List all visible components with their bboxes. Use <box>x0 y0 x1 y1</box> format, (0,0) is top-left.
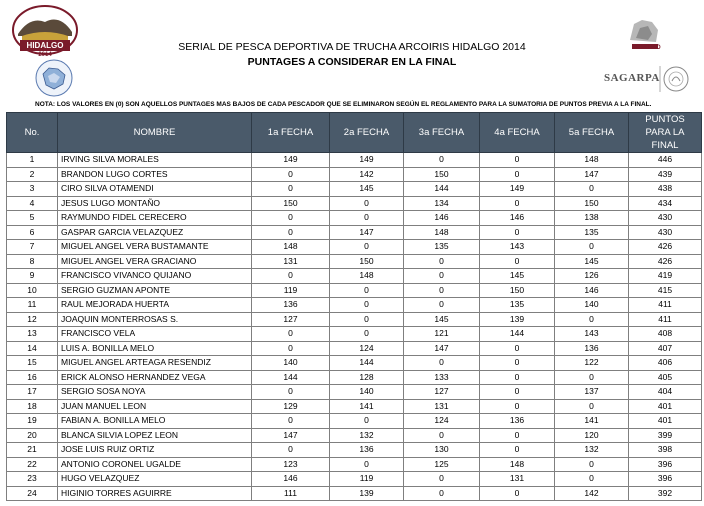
cell-fecha-2: 132 <box>330 428 404 443</box>
column-header-puntos-final: PUNTOS PARA LA FINAL <box>629 113 702 153</box>
cell-fecha-1: 111 <box>252 486 330 501</box>
column-header-fecha-5: 5a FECHA <box>555 113 629 153</box>
cell-fecha-2: 0 <box>330 312 404 327</box>
cell-fecha-5: 0 <box>555 399 629 414</box>
cell-fecha-5: 142 <box>555 486 629 501</box>
cell-fecha-2: 0 <box>330 327 404 342</box>
cell-fecha-5: 0 <box>555 240 629 255</box>
cell-puntos-final: 406 <box>629 356 702 371</box>
cell-fecha-1: 131 <box>252 254 330 269</box>
cell-fecha-4: 0 <box>480 356 555 371</box>
cell-puntos-final: 407 <box>629 341 702 356</box>
cell-name: JOAQUIN MONTERROSAS S. <box>58 312 252 327</box>
cell-fecha-3: 0 <box>404 153 480 168</box>
cell-fecha-2: 149 <box>330 153 404 168</box>
table-row <box>7 472 702 487</box>
cell-fecha-4: 0 <box>480 341 555 356</box>
cell-puntos-final: 411 <box>629 312 702 327</box>
cell-no: 13 <box>7 327 58 342</box>
cell-fecha-1: 0 <box>252 182 330 197</box>
cell-fecha-3: 0 <box>404 472 480 487</box>
cell-fecha-4: 0 <box>480 385 555 400</box>
cell-fecha-1: 0 <box>252 385 330 400</box>
table-row <box>7 399 702 414</box>
cell-fecha-5: 136 <box>555 341 629 356</box>
cell-puntos-final: 399 <box>629 428 702 443</box>
cell-fecha-5: 148 <box>555 153 629 168</box>
cell-no: 8 <box>7 254 58 269</box>
cell-fecha-4: 0 <box>480 370 555 385</box>
cell-puntos-final: 396 <box>629 457 702 472</box>
cell-fecha-3: 121 <box>404 327 480 342</box>
cell-puntos-final: 408 <box>629 327 702 342</box>
cell-name: MIGUEL ANGEL ARTEAGA RESENDIZ <box>58 356 252 371</box>
page-subtitle: PUNTAGES A CONSIDERAR EN LA FINAL <box>247 56 457 68</box>
cell-name: FRANCISCO VIVANCO QUIJANO <box>58 269 252 284</box>
cell-no: 2 <box>7 167 58 182</box>
cell-fecha-4: 0 <box>480 486 555 501</box>
cell-fecha-5: 122 <box>555 356 629 371</box>
cell-name: MIGUEL ANGEL VERA BUSTAMANTE <box>58 240 252 255</box>
logo-left-label: HIDALGO <box>26 41 64 50</box>
cell-fecha-3: 0 <box>404 298 480 313</box>
cell-fecha-1: 119 <box>252 283 330 298</box>
cell-fecha-1: 148 <box>252 240 330 255</box>
cell-fecha-3: 0 <box>404 428 480 443</box>
cell-no: 10 <box>7 283 58 298</box>
table-row <box>7 283 702 298</box>
cell-fecha-3: 0 <box>404 356 480 371</box>
cell-fecha-5: 143 <box>555 327 629 342</box>
cell-fecha-1: 0 <box>252 327 330 342</box>
table-row <box>7 356 702 371</box>
cell-puntos-final: 426 <box>629 254 702 269</box>
cell-name: BLANCA SILVIA LOPEZ LEON <box>58 428 252 443</box>
cell-fecha-2: 150 <box>330 254 404 269</box>
cell-fecha-4: 0 <box>480 225 555 240</box>
cell-fecha-3: 133 <box>404 370 480 385</box>
cell-fecha-1: 127 <box>252 312 330 327</box>
cell-no: 23 <box>7 472 58 487</box>
cell-name: SERGIO SOSA NOYA <box>58 385 252 400</box>
cell-name: HIGINIO TORRES AGUIRRE <box>58 486 252 501</box>
cell-fecha-3: 148 <box>404 225 480 240</box>
cell-fecha-2: 142 <box>330 167 404 182</box>
table-row <box>7 385 702 400</box>
cell-fecha-5: 120 <box>555 428 629 443</box>
cell-puntos-final: 426 <box>629 240 702 255</box>
cell-fecha-3: 0 <box>404 283 480 298</box>
table-row <box>7 457 702 472</box>
cell-fecha-5: 0 <box>555 457 629 472</box>
cell-fecha-1: 140 <box>252 356 330 371</box>
cell-fecha-5: 146 <box>555 283 629 298</box>
cell-name: JOSE LUIS RUIZ ORTIZ <box>58 443 252 458</box>
cell-no: 20 <box>7 428 58 443</box>
table-row <box>7 298 702 313</box>
cell-fecha-5: 0 <box>555 312 629 327</box>
cell-fecha-1: 144 <box>252 370 330 385</box>
cell-fecha-5: 0 <box>555 182 629 197</box>
table-row <box>7 254 702 269</box>
cell-fecha-3: 130 <box>404 443 480 458</box>
table-row <box>7 153 702 168</box>
cell-fecha-1: 147 <box>252 428 330 443</box>
cell-no: 17 <box>7 385 58 400</box>
cell-fecha-1: 149 <box>252 153 330 168</box>
cell-fecha-2: 0 <box>330 240 404 255</box>
cell-name: MIGUEL ANGEL VERA GRACIANO <box>58 254 252 269</box>
cell-fecha-5: 0 <box>555 472 629 487</box>
results-table <box>6 112 702 501</box>
table-row <box>7 443 702 458</box>
table-row <box>7 167 702 182</box>
cell-fecha-2: 139 <box>330 486 404 501</box>
cell-fecha-2: 0 <box>330 283 404 298</box>
cell-puntos-final: 430 <box>629 225 702 240</box>
cell-fecha-4: 131 <box>480 472 555 487</box>
cell-no: 6 <box>7 225 58 240</box>
cell-name: BRANDON LUGO CORTES <box>58 167 252 182</box>
cell-puntos-final: 415 <box>629 283 702 298</box>
cell-fecha-1: 0 <box>252 269 330 284</box>
cell-fecha-2: 0 <box>330 298 404 313</box>
cell-name: SERGIO GUZMAN APONTE <box>58 283 252 298</box>
column-header-fecha-3: 3a FECHA <box>404 113 480 153</box>
sagarpa-label: SAGARPA <box>604 72 660 84</box>
table-row <box>7 225 702 240</box>
cell-fecha-3: 135 <box>404 240 480 255</box>
table-row <box>7 486 702 501</box>
cell-fecha-2: 147 <box>330 225 404 240</box>
table-row <box>7 211 702 226</box>
cell-no: 1 <box>7 153 58 168</box>
cell-puntos-final: 411 <box>629 298 702 313</box>
cell-name: RAUL MEJORADA HUERTA <box>58 298 252 313</box>
cell-fecha-4: 148 <box>480 457 555 472</box>
cell-fecha-4: 146 <box>480 211 555 226</box>
cell-fecha-3: 124 <box>404 414 480 429</box>
cell-name: RAYMUNDO FIDEL CERECERO <box>58 211 252 226</box>
cell-no: 15 <box>7 356 58 371</box>
cell-no: 9 <box>7 269 58 284</box>
cell-fecha-3: 127 <box>404 385 480 400</box>
cell-name: HUGO VELAZQUEZ <box>58 472 252 487</box>
cell-no: 16 <box>7 370 58 385</box>
cell-fecha-5: 138 <box>555 211 629 226</box>
cell-name: CIRO SILVA OTAMENDI <box>58 182 252 197</box>
table-row <box>7 240 702 255</box>
table-body <box>7 153 702 501</box>
cell-no: 18 <box>7 399 58 414</box>
cell-puntos-final: 419 <box>629 269 702 284</box>
cell-name: JESUS LUGO MONTAÑO <box>58 196 252 211</box>
cell-fecha-2: 128 <box>330 370 404 385</box>
cell-fecha-3: 131 <box>404 399 480 414</box>
cell-fecha-5: 132 <box>555 443 629 458</box>
cell-fecha-3: 125 <box>404 457 480 472</box>
cell-fecha-1: 146 <box>252 472 330 487</box>
cell-fecha-4: 136 <box>480 414 555 429</box>
cell-fecha-4: 149 <box>480 182 555 197</box>
cell-fecha-4: 0 <box>480 196 555 211</box>
table-header-row <box>7 113 702 153</box>
cell-fecha-2: 0 <box>330 196 404 211</box>
cell-fecha-5: 140 <box>555 298 629 313</box>
cell-puntos-final: 446 <box>629 153 702 168</box>
cell-fecha-4: 143 <box>480 240 555 255</box>
cell-puntos-final: 430 <box>629 211 702 226</box>
cell-no: 24 <box>7 486 58 501</box>
cell-fecha-2: 136 <box>330 443 404 458</box>
cell-fecha-1: 0 <box>252 341 330 356</box>
cell-fecha-1: 0 <box>252 225 330 240</box>
cell-fecha-3: 0 <box>404 486 480 501</box>
cell-name: ANTONIO CORONEL UGALDE <box>58 457 252 472</box>
column-header-fecha-4: 4a FECHA <box>480 113 555 153</box>
logo-left-year: 2014 <box>38 52 52 58</box>
cell-fecha-4: 0 <box>480 167 555 182</box>
cell-puntos-final: 434 <box>629 196 702 211</box>
cell-puntos-final: 404 <box>629 385 702 400</box>
cell-no: 22 <box>7 457 58 472</box>
cell-no: 7 <box>7 240 58 255</box>
cell-fecha-2: 0 <box>330 211 404 226</box>
cell-puntos-final: 438 <box>629 182 702 197</box>
cell-fecha-1: 136 <box>252 298 330 313</box>
column-header-name: NOMBRE <box>58 113 252 153</box>
cell-no: 19 <box>7 414 58 429</box>
note-text: NOTA: LOS VALORES EN (0) SON AQUELLOS PUNTAGES MAS BAJOS DE CADA PESCADOR QUE SE ELIMINARON SEGÚN EL REGLAMENTO PARA LA SUMATORIA DE PUNTOS PREVIA A LA FINAL. <box>35 101 652 108</box>
cell-no: 11 <box>7 298 58 313</box>
cell-fecha-1: 129 <box>252 399 330 414</box>
cell-fecha-1: 123 <box>252 457 330 472</box>
cell-fecha-5: 126 <box>555 269 629 284</box>
cell-name: IRVING SILVA MORALES <box>58 153 252 168</box>
cell-fecha-3: 144 <box>404 182 480 197</box>
cell-puntos-final: 398 <box>629 443 702 458</box>
table-row <box>7 341 702 356</box>
cell-no: 4 <box>7 196 58 211</box>
cell-fecha-2: 145 <box>330 182 404 197</box>
cell-fecha-3: 0 <box>404 254 480 269</box>
cell-no: 14 <box>7 341 58 356</box>
cell-fecha-1: 0 <box>252 167 330 182</box>
cell-name: JUAN MANUEL LEON <box>58 399 252 414</box>
cell-fecha-4: 150 <box>480 283 555 298</box>
cell-fecha-1: 0 <box>252 414 330 429</box>
cell-fecha-4: 0 <box>480 399 555 414</box>
cell-fecha-5: 150 <box>555 196 629 211</box>
table-row <box>7 370 702 385</box>
column-header-fecha-2: 2a FECHA <box>330 113 404 153</box>
cell-fecha-2: 140 <box>330 385 404 400</box>
cell-fecha-3: 147 <box>404 341 480 356</box>
table-row <box>7 182 702 197</box>
table-row <box>7 269 702 284</box>
cell-no: 21 <box>7 443 58 458</box>
hidalgo-logo-label: HIDALGO <box>633 45 661 51</box>
cell-fecha-5: 147 <box>555 167 629 182</box>
cell-fecha-5: 135 <box>555 225 629 240</box>
cell-fecha-2: 0 <box>330 457 404 472</box>
cell-fecha-2: 124 <box>330 341 404 356</box>
table-row <box>7 196 702 211</box>
cell-fecha-1: 150 <box>252 196 330 211</box>
cell-fecha-5: 145 <box>555 254 629 269</box>
cell-no: 12 <box>7 312 58 327</box>
cell-fecha-3: 145 <box>404 312 480 327</box>
cell-no: 3 <box>7 182 58 197</box>
column-header-no: No. <box>7 113 58 153</box>
cell-fecha-4: 139 <box>480 312 555 327</box>
cell-fecha-3: 150 <box>404 167 480 182</box>
cell-fecha-4: 145 <box>480 269 555 284</box>
cell-fecha-5: 137 <box>555 385 629 400</box>
cell-fecha-3: 146 <box>404 211 480 226</box>
cell-fecha-2: 144 <box>330 356 404 371</box>
cell-fecha-5: 141 <box>555 414 629 429</box>
cell-name: ERICK ALONSO HERNANDEZ VEGA <box>58 370 252 385</box>
cell-fecha-2: 119 <box>330 472 404 487</box>
cell-fecha-1: 0 <box>252 211 330 226</box>
cell-fecha-2: 148 <box>330 269 404 284</box>
cell-fecha-4: 0 <box>480 428 555 443</box>
table-row <box>7 312 702 327</box>
cell-fecha-4: 0 <box>480 153 555 168</box>
cell-name: LUIS A. BONILLA MELO <box>58 341 252 356</box>
cell-puntos-final: 401 <box>629 414 702 429</box>
cell-puntos-final: 405 <box>629 370 702 385</box>
cell-puntos-final: 392 <box>629 486 702 501</box>
cell-puntos-final: 401 <box>629 399 702 414</box>
cell-fecha-4: 135 <box>480 298 555 313</box>
cell-name: FABIAN A. BONILLA MELO <box>58 414 252 429</box>
cell-fecha-4: 0 <box>480 443 555 458</box>
table-row <box>7 327 702 342</box>
table-row <box>7 428 702 443</box>
cell-no: 5 <box>7 211 58 226</box>
cell-puntos-final: 439 <box>629 167 702 182</box>
cell-puntos-final: 396 <box>629 472 702 487</box>
cell-fecha-5: 0 <box>555 370 629 385</box>
cell-fecha-2: 141 <box>330 399 404 414</box>
cell-fecha-1: 0 <box>252 443 330 458</box>
cell-fecha-4: 144 <box>480 327 555 342</box>
cell-fecha-3: 134 <box>404 196 480 211</box>
cell-name: GASPAR GARCIA VELAZQUEZ <box>58 225 252 240</box>
cell-fecha-4: 0 <box>480 254 555 269</box>
cell-name: FRANCISCO VELA <box>58 327 252 342</box>
cell-fecha-2: 0 <box>330 414 404 429</box>
cell-fecha-3: 0 <box>404 269 480 284</box>
table-row <box>7 414 702 429</box>
column-header-fecha-1: 1a FECHA <box>252 113 330 153</box>
page-title: SERIAL DE PESCA DEPORTIVA DE TRUCHA ARCOIRIS HIDALGO 2014 <box>178 41 526 53</box>
